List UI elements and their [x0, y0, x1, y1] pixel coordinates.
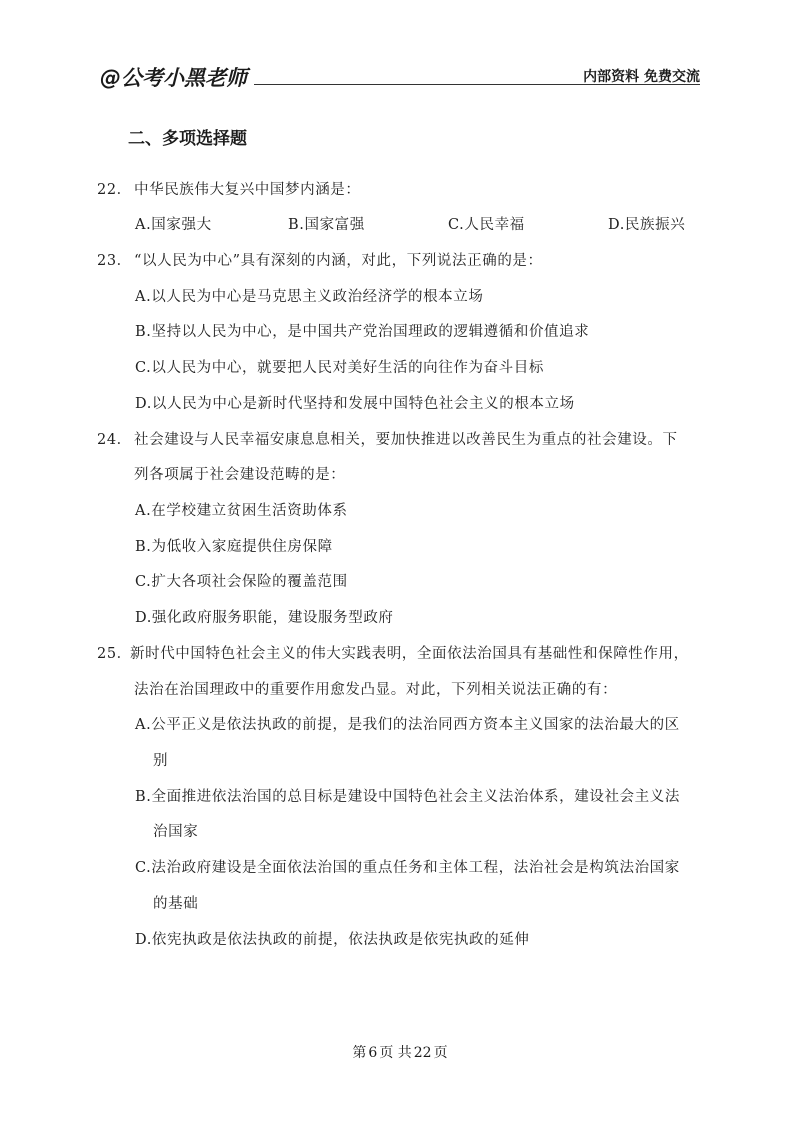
option-b: B.全面推进依法治国的总目标是建设中国特色社会主义法治体系，建设社会主义法	[135, 789, 680, 805]
footer-total-pages: 22	[413, 1045, 432, 1061]
footer-suffix: 页	[433, 1045, 448, 1061]
option-a-cont: 别	[153, 753, 169, 769]
question-number: 23．	[97, 253, 132, 269]
section-title: 二、多项选择题	[128, 129, 247, 149]
header-brand: @公考小黑老师	[100, 66, 247, 90]
option-a: A.在学校建立贫困生活资助体系	[135, 503, 348, 519]
option-b: B.国家富强	[288, 217, 365, 233]
option-c: C.法治政府建设是全面依法治国的重点任务和主体工程，法治社会是构筑法治国家	[135, 860, 680, 876]
question-stem: 中华民族伟大复兴中国梦内涵是：	[134, 182, 361, 198]
question-stem: 新时代中国特色社会主义的伟大实践表明，全面依法治国具有基础性和保障性作用，	[130, 646, 689, 662]
footer-prefix: 第	[352, 1045, 367, 1061]
option-a: A.公平正义是依法执政的前提，是我们的法治同西方资本主义国家的法治最大的区	[135, 717, 680, 733]
option-c: C.人民幸福	[448, 217, 525, 233]
option-d: D.民族振兴	[608, 217, 686, 233]
option-b: B.为低收入家庭提供住房保障	[135, 539, 333, 555]
question-stem: “以人民为中心”具有深刻的内涵，对此，下列说法正确的是：	[134, 253, 543, 269]
option-b: B.坚持以人民为中心，是中国共产党治国理政的逻辑遵循和价值追求	[135, 324, 590, 340]
question-number: 22．	[97, 182, 132, 198]
option-d: D.以人民为中心是新时代坚持和发展中国特色社会主义的根本立场	[135, 396, 575, 412]
option-c: C.扩大各项社会保险的覆盖范围	[135, 574, 348, 590]
option-c: C.以人民为中心，就要把人民对美好生活的向往作为奋斗目标	[135, 360, 544, 376]
page-footer	[0, 1042, 800, 1062]
option-a: A.以人民为中心是马克思主义政治经济学的根本立场	[135, 289, 484, 305]
question-stem: 社会建设与人民幸福安康息息相关，要加快推进以改善民生为重点的社会建设。下	[134, 432, 678, 448]
option-d: D.强化政府服务职能，建设服务型政府	[135, 610, 394, 626]
option-d: D.依宪执政是依法执政的前提，依法执政是依宪执政的延伸	[135, 932, 530, 948]
header-tagline: 内部资料 免费交流	[583, 69, 700, 85]
question-stem-cont: 列各项属于社会建设范畴的是：	[134, 467, 346, 483]
question-number: 24．	[97, 432, 132, 448]
footer-middle: 页 共	[379, 1045, 412, 1061]
footer-page-number: 6	[368, 1045, 378, 1061]
question-stem-cont: 法治在治国理政中的重要作用愈发凸显。对此，下列相关说法正确的有：	[134, 682, 618, 698]
question-number: 25．	[97, 646, 132, 662]
option-b-cont: 治国家	[153, 824, 199, 840]
option-a: A.国家强大	[135, 217, 212, 233]
option-c-cont: 的基础	[153, 896, 199, 912]
